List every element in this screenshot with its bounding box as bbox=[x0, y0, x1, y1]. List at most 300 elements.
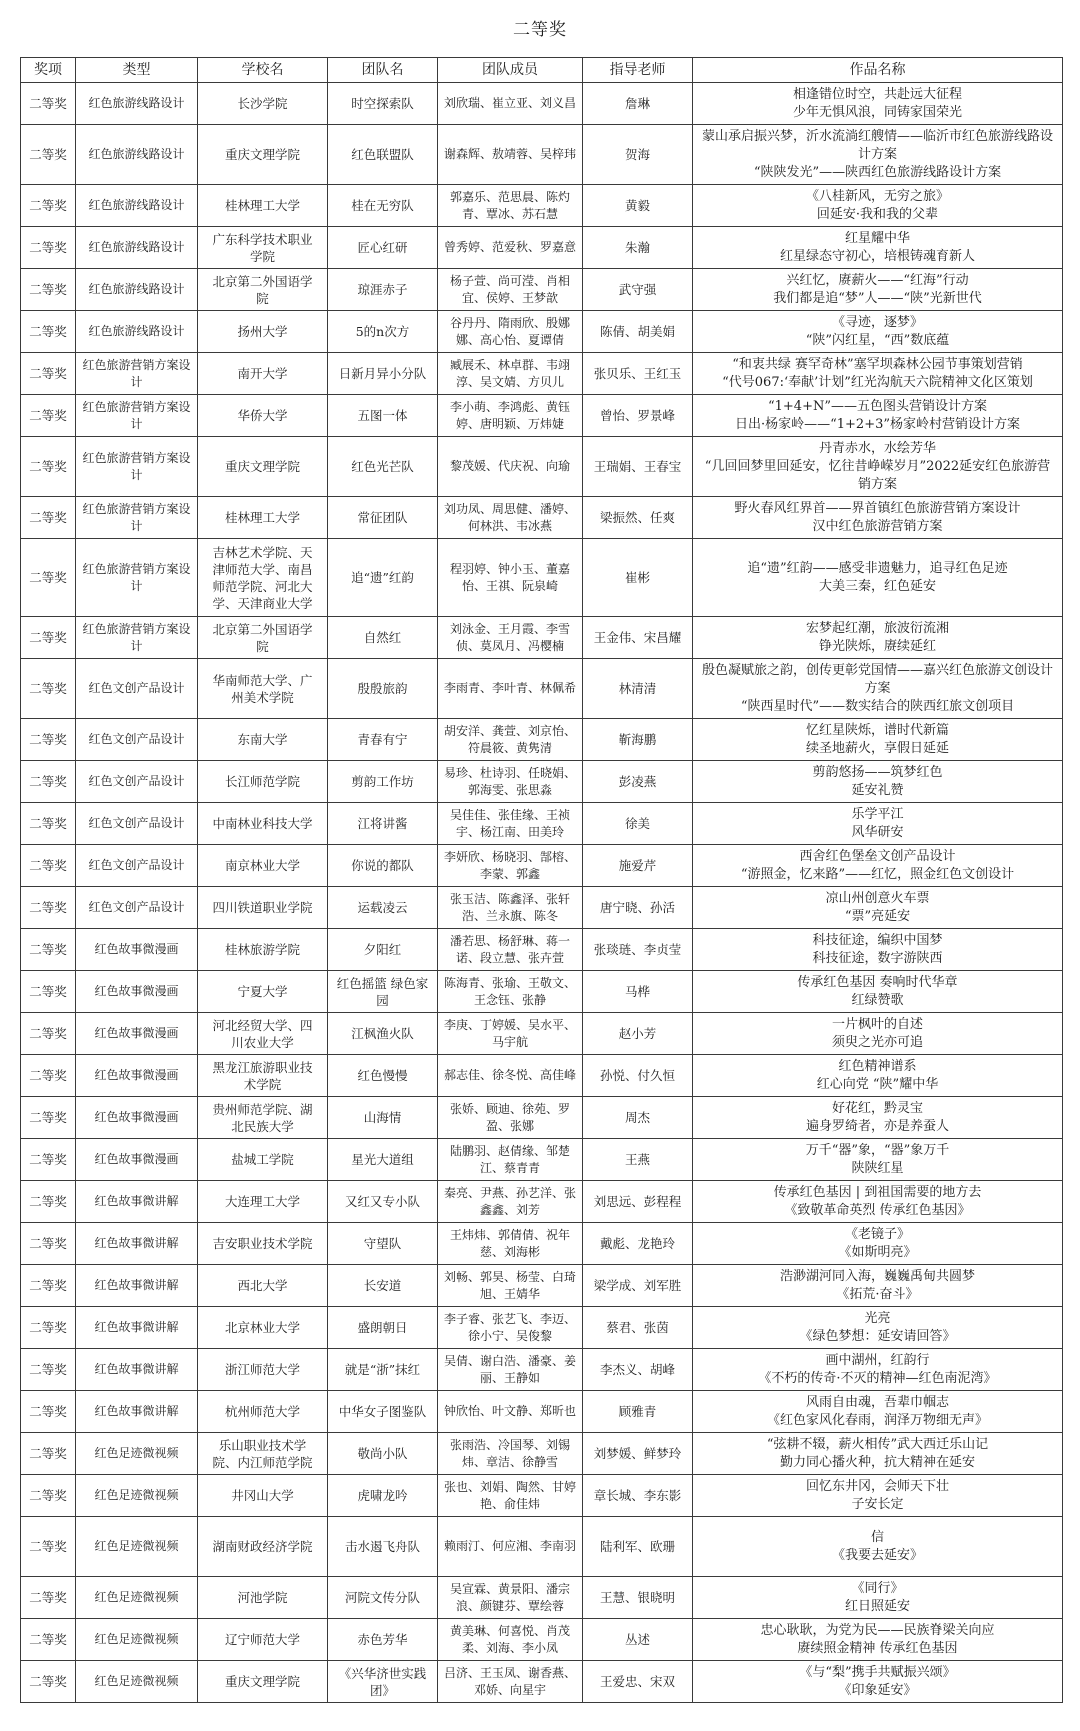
award-text: 二等奖 bbox=[29, 408, 67, 423]
award-text: 二等奖 bbox=[29, 324, 67, 339]
advisors-text: 徐美 bbox=[624, 816, 650, 831]
type-cell bbox=[76, 1265, 198, 1307]
table-row bbox=[21, 1619, 1063, 1661]
school-cell bbox=[198, 269, 328, 311]
table-row bbox=[21, 803, 1063, 845]
type-text: 红色故事微讲解 bbox=[94, 1404, 179, 1418]
team-name-cell bbox=[328, 1013, 438, 1055]
work-title: 相逢错位时空，共赴远大征程 bbox=[792, 86, 962, 102]
works-cell bbox=[693, 845, 1063, 887]
work-title: 风雨自由魂，吾辈巾帼志 bbox=[805, 1394, 949, 1410]
advisors-cell bbox=[583, 1475, 693, 1517]
advisors-text: 刘梦媛、鲜梦玲 bbox=[593, 1446, 682, 1461]
works-cell bbox=[693, 1055, 1063, 1097]
type-text: 红色足迹微视频 bbox=[94, 1539, 179, 1553]
award-text: 二等奖 bbox=[29, 858, 67, 873]
school-text: 南开大学 bbox=[237, 366, 288, 381]
school-text: 重庆文理学院 bbox=[224, 1674, 300, 1689]
school-text: 广东科学技术职业学院 bbox=[212, 231, 313, 264]
team-name-text: 红色摇篮 绿色家园 bbox=[336, 975, 429, 1008]
team-name-text: 夕阳红 bbox=[363, 942, 402, 957]
work-title: 我们都是追“梦”人——“陕”光新世代 bbox=[773, 290, 982, 306]
works-list bbox=[701, 1352, 1054, 1388]
school-text: 中南林业科技大学 bbox=[212, 816, 313, 831]
type-cell bbox=[76, 269, 198, 311]
award-cell bbox=[21, 1139, 76, 1181]
school-text: 辽宁师范大学 bbox=[224, 1632, 300, 1647]
award-cell bbox=[21, 1265, 76, 1307]
members-cell bbox=[438, 887, 583, 929]
works-list bbox=[701, 500, 1054, 536]
members-text: 王炜炜、郭倩倩、祝年慈、刘海彬 bbox=[449, 1227, 570, 1259]
works-list bbox=[701, 662, 1054, 716]
type-cell bbox=[76, 83, 198, 125]
award-cell bbox=[21, 1097, 76, 1139]
school-cell bbox=[198, 1307, 328, 1349]
header-row bbox=[21, 58, 1063, 83]
team-name-text: 剪韵工作坊 bbox=[351, 774, 414, 789]
award-text: 二等奖 bbox=[29, 942, 67, 957]
advisors-cell bbox=[583, 83, 693, 125]
advisors-text: 赵小芳 bbox=[618, 1026, 657, 1041]
team-name-text: 日新月异小分队 bbox=[338, 366, 427, 381]
award-text: 二等奖 bbox=[29, 570, 67, 585]
works-list bbox=[701, 272, 1054, 308]
members-cell bbox=[438, 1349, 583, 1391]
type-cell bbox=[76, 1181, 198, 1223]
work-title: 蒙山承启振兴梦，沂水流淌红艘情——临沂市红色旅游线路设计方案 bbox=[701, 128, 1053, 162]
school-text: 桂林旅游学院 bbox=[224, 942, 300, 957]
works-cell bbox=[693, 1013, 1063, 1055]
team-name-cell bbox=[328, 437, 438, 497]
type-text: 红色故事微讲解 bbox=[94, 1194, 179, 1208]
type-text: 红色文创产品设计 bbox=[88, 858, 185, 872]
type-cell bbox=[76, 497, 198, 539]
team-name-text: 赤色芳华 bbox=[357, 1632, 408, 1647]
work-title: 延安礼赞 bbox=[851, 782, 904, 798]
advisors-cell bbox=[583, 125, 693, 185]
work-title: 凉山州创意火车票 bbox=[825, 890, 930, 906]
school-cell bbox=[198, 1265, 328, 1307]
members-cell bbox=[438, 125, 583, 185]
table-row bbox=[21, 1517, 1063, 1577]
team-name-text: 盛朗朝日 bbox=[357, 1320, 408, 1335]
work-title: 野火春风红界首——界首镇红色旅游营销方案设计 bbox=[734, 500, 1021, 516]
advisors-cell bbox=[583, 1661, 693, 1703]
table-row bbox=[21, 719, 1063, 761]
work-title: 《同行》 bbox=[851, 1580, 904, 1596]
works-list bbox=[701, 1622, 1054, 1658]
school-text: 吉安职业技术学院 bbox=[212, 1236, 313, 1251]
members-text: 李庚、丁婷媛、吴水平、马宇航 bbox=[443, 1017, 576, 1049]
advisors-text: 李杰义、胡峰 bbox=[599, 1362, 675, 1377]
award-text: 二等奖 bbox=[29, 1194, 67, 1209]
table-row bbox=[21, 539, 1063, 617]
team-name-cell bbox=[328, 845, 438, 887]
works-list bbox=[701, 1226, 1054, 1262]
school-text: 扬州大学 bbox=[237, 324, 288, 339]
team-name-cell bbox=[328, 1661, 438, 1703]
members-cell bbox=[438, 83, 583, 125]
work-title: 赓续照金精神 传承红色基因 bbox=[797, 1640, 958, 1656]
type-text: 红色旅游线路设计 bbox=[88, 198, 185, 212]
type-cell bbox=[76, 971, 198, 1013]
work-title: “票”亮延安 bbox=[844, 908, 911, 924]
works-list bbox=[701, 440, 1054, 494]
award-cell bbox=[21, 1475, 76, 1517]
award-cell bbox=[21, 1349, 76, 1391]
award-cell bbox=[21, 1223, 76, 1265]
works-list bbox=[701, 932, 1054, 968]
members-cell bbox=[438, 227, 583, 269]
school-cell bbox=[198, 1475, 328, 1517]
team-name-text: 桂在无穷队 bbox=[351, 198, 414, 213]
school-text: 河池学院 bbox=[237, 1590, 288, 1605]
table-row bbox=[21, 929, 1063, 971]
members-text: 张玉洁、陈鑫泽、张轩浩、兰永旗、陈冬 bbox=[449, 891, 570, 923]
award-cell bbox=[21, 227, 76, 269]
team-name-cell bbox=[328, 1433, 438, 1475]
awards-table bbox=[20, 57, 1063, 1703]
school-cell bbox=[198, 125, 328, 185]
award-text: 二等奖 bbox=[29, 510, 67, 525]
team-name-cell bbox=[328, 929, 438, 971]
advisors-text: 曾怡、罗景峰 bbox=[599, 408, 675, 423]
type-cell bbox=[76, 617, 198, 659]
table-row bbox=[21, 125, 1063, 185]
school-text: 华侨大学 bbox=[237, 408, 288, 423]
award-cell bbox=[21, 761, 76, 803]
team-name-text: 守望队 bbox=[363, 1236, 402, 1251]
members-cell bbox=[438, 1433, 583, 1475]
work-title: 忠心耿耿，为党为民——民族脊梁关向应 bbox=[760, 1622, 995, 1638]
table-row bbox=[21, 1577, 1063, 1619]
advisors-cell bbox=[583, 1139, 693, 1181]
school-cell bbox=[198, 1391, 328, 1433]
work-title: 《老镜子》 bbox=[844, 1226, 910, 1242]
members-cell bbox=[438, 1391, 583, 1433]
type-cell bbox=[76, 1577, 198, 1619]
school-text: 重庆文理学院 bbox=[224, 147, 300, 162]
advisors-cell bbox=[583, 1619, 693, 1661]
team-name-text: 敬尚小队 bbox=[357, 1446, 408, 1461]
award-cell bbox=[21, 659, 76, 719]
school-cell bbox=[198, 227, 328, 269]
advisors-cell bbox=[583, 269, 693, 311]
type-text: 红色故事微漫画 bbox=[94, 942, 179, 956]
advisors-cell bbox=[583, 1433, 693, 1475]
work-title: 回延安·我和我的父辈 bbox=[816, 206, 939, 222]
advisors-cell bbox=[583, 929, 693, 971]
team-name-cell bbox=[328, 185, 438, 227]
works-list bbox=[701, 974, 1054, 1010]
school-cell bbox=[198, 1055, 328, 1097]
table-body bbox=[21, 83, 1063, 1703]
members-cell bbox=[438, 1055, 583, 1097]
award-text: 二等奖 bbox=[29, 1539, 67, 1554]
type-text: 红色故事微讲解 bbox=[94, 1278, 179, 1292]
advisors-cell bbox=[583, 1055, 693, 1097]
work-title: 兴红忆，赓薪火——“红海”行动 bbox=[786, 272, 969, 288]
work-title: “游照金，忆来路”——红忆，照金红色文创设计 bbox=[740, 866, 1015, 882]
school-text: 桂林理工大学 bbox=[224, 510, 300, 525]
members-cell bbox=[438, 395, 583, 437]
award-text: 二等奖 bbox=[29, 1152, 67, 1167]
school-cell bbox=[198, 185, 328, 227]
members-text: 刘畅、郭昊、杨莹、白琦旭、王婧华 bbox=[443, 1269, 576, 1301]
type-text: 红色故事微讲解 bbox=[94, 1320, 179, 1334]
works-cell bbox=[693, 1097, 1063, 1139]
school-text: 南京林业大学 bbox=[224, 858, 300, 873]
advisors-cell bbox=[583, 497, 693, 539]
school-text: 北京第二外国语学院 bbox=[212, 621, 313, 654]
works-cell bbox=[693, 1475, 1063, 1517]
advisors-text: 丛述 bbox=[624, 1632, 650, 1647]
works-list bbox=[701, 890, 1054, 926]
advisors-cell bbox=[583, 1265, 693, 1307]
members-text: 谢森辉、敖靖蓉、吴梓玮 bbox=[443, 147, 576, 161]
members-text: 吴佳佳、张佳缘、王祯宇、杨江南、田美玲 bbox=[449, 807, 570, 839]
work-title: 风华研安 bbox=[851, 824, 904, 840]
works-list bbox=[701, 1016, 1054, 1052]
work-title: 陕陕红星 bbox=[851, 1160, 904, 1176]
award-cell bbox=[21, 1517, 76, 1577]
school-text: 大连理工大学 bbox=[224, 1194, 300, 1209]
award-text: 二等奖 bbox=[29, 96, 67, 111]
work-title: 大美三秦，红色延安 bbox=[818, 578, 936, 594]
school-text: 华南师范大学、广州美术学院 bbox=[212, 672, 313, 705]
works-cell bbox=[693, 761, 1063, 803]
team-name-cell bbox=[328, 719, 438, 761]
school-cell bbox=[198, 1661, 328, 1703]
works-list bbox=[701, 1478, 1054, 1514]
team-name-text: 河院文传分队 bbox=[344, 1590, 420, 1605]
table-row bbox=[21, 887, 1063, 929]
work-title: 《印象延安》 bbox=[838, 1682, 917, 1698]
work-title: 传承红色基因 奏响时代华章 bbox=[797, 974, 958, 990]
type-text: 红色故事微漫画 bbox=[94, 1110, 179, 1124]
team-name-text: 青春有宁 bbox=[357, 732, 408, 747]
work-title: 《如斯明亮》 bbox=[838, 1244, 917, 1260]
type-cell bbox=[76, 1307, 198, 1349]
works-cell bbox=[693, 539, 1063, 617]
award-text: 二等奖 bbox=[29, 1068, 67, 1083]
members-text: 吕济、王玉凤、谢香燕、邓娇、向星宇 bbox=[443, 1665, 576, 1697]
type-cell bbox=[76, 659, 198, 719]
advisors-cell bbox=[583, 1307, 693, 1349]
advisors-text: 林清清 bbox=[618, 681, 657, 696]
type-cell bbox=[76, 887, 198, 929]
work-title: 光亮 bbox=[864, 1310, 891, 1326]
team-name-cell bbox=[328, 971, 438, 1013]
team-name-text: 山海情 bbox=[363, 1110, 402, 1125]
advisors-text: 王爱忠、宋双 bbox=[599, 1674, 675, 1689]
header-team-name: 团队名 bbox=[328, 58, 438, 83]
advisors-cell bbox=[583, 1013, 693, 1055]
members-cell bbox=[438, 497, 583, 539]
award-text: 二等奖 bbox=[29, 1278, 67, 1293]
works-cell bbox=[693, 617, 1063, 659]
members-text: 程羽婷、钟小玉、董嘉怡、王祺、阮泉崎 bbox=[449, 561, 570, 593]
team-name-text: 时空探索队 bbox=[351, 96, 414, 111]
works-list bbox=[701, 1058, 1054, 1094]
advisors-cell bbox=[583, 971, 693, 1013]
team-name-cell bbox=[328, 803, 438, 845]
award-text: 二等奖 bbox=[29, 1674, 67, 1689]
works-cell bbox=[693, 1181, 1063, 1223]
advisors-text: 梁学成、刘军胜 bbox=[593, 1278, 682, 1293]
works-list bbox=[701, 188, 1054, 224]
advisors-cell bbox=[583, 1517, 693, 1577]
award-cell bbox=[21, 269, 76, 311]
award-cell bbox=[21, 1307, 76, 1349]
members-text: 陆鹏羽、赵倩缘、邹楚江、蔡青青 bbox=[449, 1143, 570, 1175]
type-text: 红色文创产品设计 bbox=[88, 732, 185, 746]
work-title: 《与“梨”携手共赋振兴颂》 bbox=[799, 1664, 956, 1680]
members-text: 易珍、杜诗羽、任晓娟、郭海雯、张思淼 bbox=[443, 765, 576, 797]
school-text: 浙江师范大学 bbox=[224, 1362, 300, 1377]
works-cell bbox=[693, 125, 1063, 185]
advisors-text: 王燕 bbox=[624, 1152, 650, 1167]
works-list bbox=[701, 1184, 1054, 1220]
award-cell bbox=[21, 1391, 76, 1433]
school-text: 重庆文理学院 bbox=[224, 459, 300, 474]
advisors-text: 张贝乐、王红玉 bbox=[593, 366, 682, 381]
table-row bbox=[21, 617, 1063, 659]
award-cell bbox=[21, 497, 76, 539]
advisors-text: 朱瀚 bbox=[624, 240, 650, 255]
type-text: 红色文创产品设计 bbox=[88, 816, 185, 830]
works-list bbox=[701, 86, 1054, 122]
work-title: 《不朽的传奇·不灭的精神—红色南泥湾》 bbox=[758, 1370, 997, 1386]
works-cell bbox=[693, 83, 1063, 125]
works-cell bbox=[693, 803, 1063, 845]
type-text: 红色旅游线路设计 bbox=[88, 324, 185, 338]
work-title: 《绿色梦想：延安请回答》 bbox=[799, 1328, 956, 1344]
work-title: 勤力同心播火种，抗大精神在延安 bbox=[779, 1454, 975, 1470]
works-cell bbox=[693, 395, 1063, 437]
advisors-text: 贺海 bbox=[624, 147, 650, 162]
works-cell bbox=[693, 353, 1063, 395]
type-cell bbox=[76, 125, 198, 185]
school-cell bbox=[198, 83, 328, 125]
advisors-text: 靳海鹏 bbox=[618, 732, 657, 747]
type-text: 红色旅游营销方案设计 bbox=[82, 357, 191, 389]
header-award: 奖项 bbox=[21, 58, 76, 83]
work-title: 红星绿态守初心，培根铸魂育新人 bbox=[779, 248, 975, 264]
table-row bbox=[21, 1097, 1063, 1139]
type-cell bbox=[76, 1349, 198, 1391]
members-cell bbox=[438, 1223, 583, 1265]
advisors-cell bbox=[583, 1097, 693, 1139]
members-text: 刘泳金、王月霞、李雪侦、莫凤月、冯樱楠 bbox=[449, 621, 570, 653]
works-cell bbox=[693, 437, 1063, 497]
members-text: 李小萌、李鸿彪、黄钰婷、唐明颖、万炜婕 bbox=[449, 399, 570, 431]
work-title: “陕西星时代”——数实结合的陕西红旅文创项目 bbox=[740, 698, 1015, 714]
award-cell bbox=[21, 437, 76, 497]
type-text: 红色足迹微视频 bbox=[94, 1632, 179, 1646]
members-text: 杨子萱、尚可滢、肖相宜、侯婷、王梦歆 bbox=[449, 273, 570, 305]
table-row bbox=[21, 185, 1063, 227]
table-row bbox=[21, 1475, 1063, 1517]
type-text: 红色旅游线路设计 bbox=[88, 240, 185, 254]
advisors-cell bbox=[583, 803, 693, 845]
works-list bbox=[701, 1436, 1054, 1472]
table-row bbox=[21, 1433, 1063, 1475]
team-name-cell bbox=[328, 1139, 438, 1181]
advisors-cell bbox=[583, 659, 693, 719]
advisors-cell bbox=[583, 845, 693, 887]
award-text: 二等奖 bbox=[29, 459, 67, 474]
award-cell bbox=[21, 971, 76, 1013]
team-name-cell bbox=[328, 887, 438, 929]
type-text: 红色故事微漫画 bbox=[94, 1152, 179, 1166]
works-list bbox=[701, 620, 1054, 656]
school-text: 杭州师范大学 bbox=[224, 1404, 300, 1419]
award-cell bbox=[21, 1661, 76, 1703]
type-cell bbox=[76, 719, 198, 761]
team-name-text: 常征团队 bbox=[357, 510, 408, 525]
members-cell bbox=[438, 761, 583, 803]
members-text: 吴宣霖、黄景阳、潘宗浪、颜键芬、覃绘蓉 bbox=[449, 1581, 570, 1613]
members-text: 胡安洋、龚萱、刘京怡、符晨筱、黄隽清 bbox=[443, 723, 576, 755]
school-cell bbox=[198, 929, 328, 971]
type-cell bbox=[76, 761, 198, 803]
team-name-cell bbox=[328, 1619, 438, 1661]
type-cell bbox=[76, 845, 198, 887]
school-text: 黑龙江旅游职业技术学院 bbox=[212, 1059, 313, 1092]
team-name-text: 《兴华济世实践团》 bbox=[338, 1665, 427, 1698]
team-name-text: 红色光芒队 bbox=[351, 459, 414, 474]
work-title: 红星耀中华 bbox=[844, 230, 910, 246]
members-cell bbox=[438, 1181, 583, 1223]
team-name-text: 自然红 bbox=[363, 630, 402, 645]
type-cell bbox=[76, 1619, 198, 1661]
school-text: 西北大学 bbox=[237, 1278, 288, 1293]
work-title: 《致敬革命英烈 传承红色基因》 bbox=[784, 1202, 971, 1218]
type-text: 红色故事微讲解 bbox=[94, 1362, 179, 1376]
type-cell bbox=[76, 1097, 198, 1139]
award-cell bbox=[21, 929, 76, 971]
work-title: “1+4+N”——五色图头营销设计方案 bbox=[768, 398, 987, 414]
work-title: “弦耕不辍，薪火相传”武大西迁乐山记 bbox=[766, 1436, 989, 1452]
award-text: 二等奖 bbox=[29, 1446, 67, 1461]
school-cell bbox=[198, 845, 328, 887]
award-cell bbox=[21, 353, 76, 395]
work-title: 忆红星陕烁，谱时代新篇 bbox=[805, 722, 949, 738]
school-text: 桂林理工大学 bbox=[224, 198, 300, 213]
works-cell bbox=[693, 185, 1063, 227]
award-text: 二等奖 bbox=[29, 147, 67, 162]
type-cell bbox=[76, 395, 198, 437]
award-text: 二等奖 bbox=[29, 1110, 67, 1125]
table-row bbox=[21, 971, 1063, 1013]
advisors-text: 刘思远、彭程程 bbox=[593, 1194, 682, 1209]
school-text: 宁夏大学 bbox=[237, 984, 288, 999]
award-cell bbox=[21, 617, 76, 659]
advisors-text: 彭凌燕 bbox=[618, 774, 657, 789]
members-text: 曾秀婷、范爱秋、罗嘉意 bbox=[443, 240, 576, 254]
type-text: 红色旅游营销方案设计 bbox=[82, 450, 191, 482]
advisors-text: 马桦 bbox=[624, 984, 650, 999]
work-title: 红心向党 “陕”耀中华 bbox=[816, 1076, 939, 1092]
team-name-cell bbox=[328, 1349, 438, 1391]
works-list bbox=[701, 356, 1054, 392]
table-row bbox=[21, 395, 1063, 437]
work-title: 子安长定 bbox=[851, 1496, 904, 1512]
advisors-text: 张琰琏、李贞莹 bbox=[593, 942, 682, 957]
works-cell bbox=[693, 1577, 1063, 1619]
